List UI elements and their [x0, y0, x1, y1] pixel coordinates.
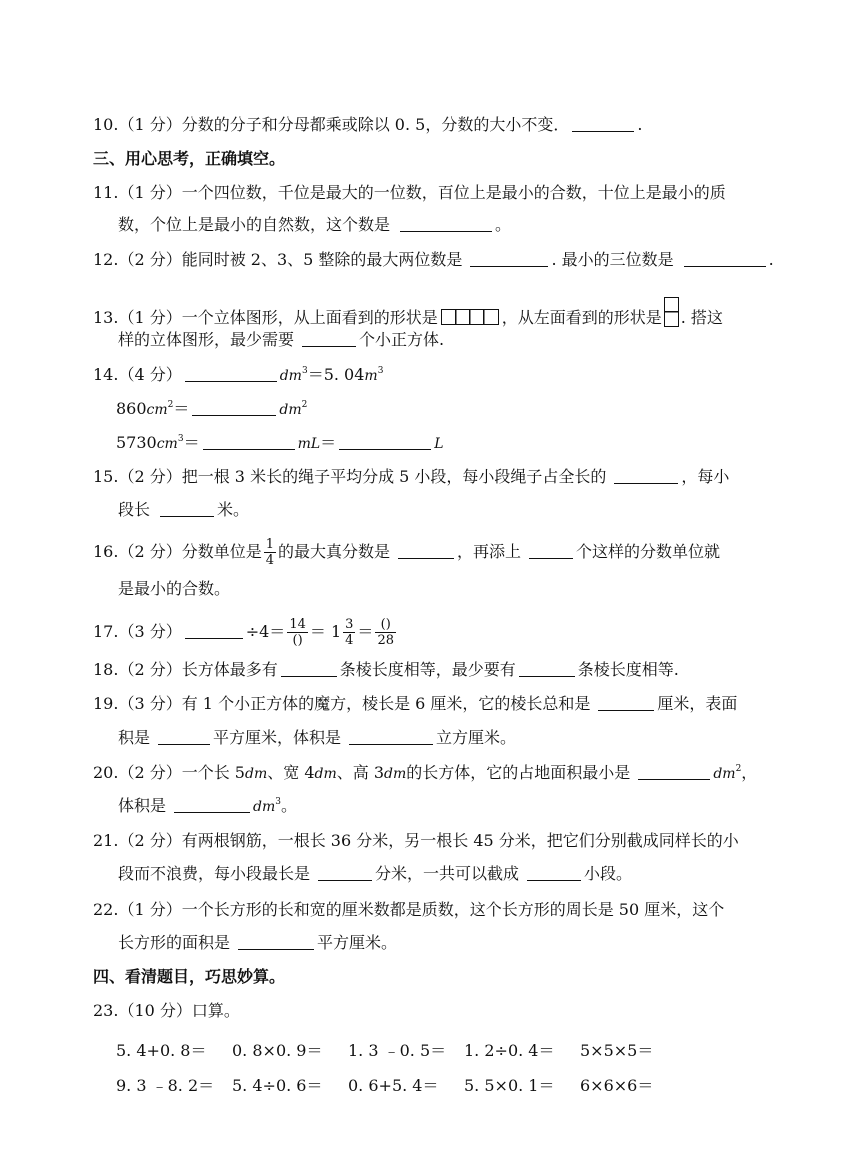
answer-blank[interactable] [400, 217, 492, 232]
question-16: 16.（2 分）分数单位是 $\frac{1}{4}$ 的最大真分数是 ，再添上 个这样的分数单位就 [93, 537, 721, 568]
calc-item: 5. 5×0. 1＝ [464, 1076, 555, 1095]
question-22: 22.（1 分）一个长方形的长和宽的厘米数都是质数，这个长方形的周长是 50 厘米，这个 [93, 900, 725, 919]
answer-blank[interactable] [598, 696, 654, 711]
fraction-one-quarter: $\frac{1}{4}$ [265, 537, 274, 568]
question-11-line2: 数，个位上是最小的自然数，这个数是 。 [118, 215, 512, 234]
answer-blank[interactable] [684, 252, 766, 267]
question-16-line2: 是最小的合数。 [118, 579, 231, 598]
question-18: 18.（2 分）长方体最多有 条棱长度相等，最少要有 条棱长度相等. [93, 660, 679, 679]
answer-blank[interactable] [185, 624, 243, 639]
section-4-heading: 四、看清题目，巧思妙算。 [93, 967, 286, 986]
answer-blank[interactable] [349, 730, 433, 745]
answer-blank[interactable] [192, 401, 276, 416]
question-10: 10.（1 分）分数的分子和分母都乘或除以 0. 5，分数的大小不变． . [93, 115, 643, 134]
question-15-line2: 段长 米。 [118, 500, 250, 519]
answer-blank[interactable] [185, 367, 277, 382]
question-14-line3: $5730cm^3= mL= L$ [116, 433, 444, 452]
answer-blank[interactable] [281, 662, 337, 677]
question-20-line2: 体积是 $dm^3$。 [118, 796, 298, 815]
answer-blank[interactable] [470, 252, 548, 267]
question-19: 19.（3 分）有 1 个小正方体的魔方，棱长是 6 厘米，它的棱长总和是 厘米，表面 [93, 694, 738, 713]
answer-blank[interactable] [398, 544, 454, 559]
question-23-title: 23.（10 分）口算。 [93, 1001, 240, 1020]
answer-blank[interactable] [238, 935, 314, 950]
calc-item: 9. 3 ﹣8. 2＝ [116, 1076, 215, 1095]
answer-blank[interactable] [174, 798, 250, 813]
answer-blank[interactable] [160, 502, 214, 517]
answer-blank[interactable] [527, 866, 581, 881]
question-20: 20.（2 分）一个长 5dm、宽 4dm、高 3dm的长方体，它的占地面积最小是 $dm^2$， [93, 763, 758, 782]
question-17: 17.（3 分） ÷4＝ $\frac{14}{()}$ ＝ 1 $\frac{3}{4}$ ＝ $\frac{()}{28}$ [93, 617, 394, 648]
answer-blank[interactable] [203, 435, 295, 450]
answer-blank[interactable] [302, 332, 356, 347]
answer-blank[interactable] [339, 435, 431, 450]
section-3-heading: 三、用心思考，正确填空。 [93, 149, 286, 168]
calc-item: 5. 4+0. 8＝ [116, 1041, 207, 1060]
question-19-line2: 积是 平方厘米，体积是 立方厘米。 [118, 728, 517, 747]
calc-item: 5. 4÷0. 6＝ [232, 1076, 323, 1095]
answer-blank[interactable] [318, 866, 372, 881]
calc-item: 0. 8×0. 9＝ [232, 1041, 323, 1060]
question-11: 11.（1 分）一个四位数，千位是最大的一位数，百位上是最小的合数，十位上是最小的质 [93, 183, 726, 202]
question-14: 14.（4 分） $dm^3=5$. $04m^3$ [93, 365, 384, 384]
calc-item: 6×6×6＝ [580, 1076, 654, 1095]
calc-item: 0. 6+5. 4＝ [348, 1076, 439, 1095]
answer-blank[interactable] [572, 117, 634, 132]
question-22-line2: 长方形的面积是 平方厘米。 [118, 933, 398, 952]
question-21: 21.（2 分）有两根钢筋，一根长 36 分米，另一根长 45 分米，把它们分别截成同样长的小 [93, 831, 739, 850]
question-21-line2: 段而不浪费，每小段最长是 分米，一共可以截成 小段。 [118, 864, 633, 883]
left-view-figure [664, 297, 679, 327]
question-14-line2: $860cm^2= dm^2$ [116, 399, 308, 418]
question-13-line2: 样的立体图形，最少需要 个小正方体. [118, 330, 445, 349]
calc-item: 5×5×5＝ [580, 1041, 654, 1060]
calc-item: 1. 3 ﹣0. 5＝ [348, 1041, 447, 1060]
question-13: 13.（1 分）一个立体图形，从上面看到的形状是 ，从左面看到的形状是 . 搭这 [93, 297, 723, 328]
answer-blank[interactable] [519, 662, 575, 677]
question-15: 15.（2 分）把一根 3 米长的绳子平均分成 5 小段，每小段绳子占全长的 ，每小 [93, 467, 730, 486]
answer-blank[interactable] [614, 469, 678, 484]
answer-blank[interactable] [638, 765, 710, 780]
answer-blank[interactable] [158, 730, 210, 745]
calc-item: 1. 2÷0. 4＝ [464, 1041, 555, 1060]
top-view-figure [441, 309, 499, 325]
answer-blank[interactable] [529, 544, 573, 559]
question-12: 12.（2 分）能同时被 2、3、5 整除的最大两位数是 . 最小的三位数是 . [93, 250, 774, 269]
